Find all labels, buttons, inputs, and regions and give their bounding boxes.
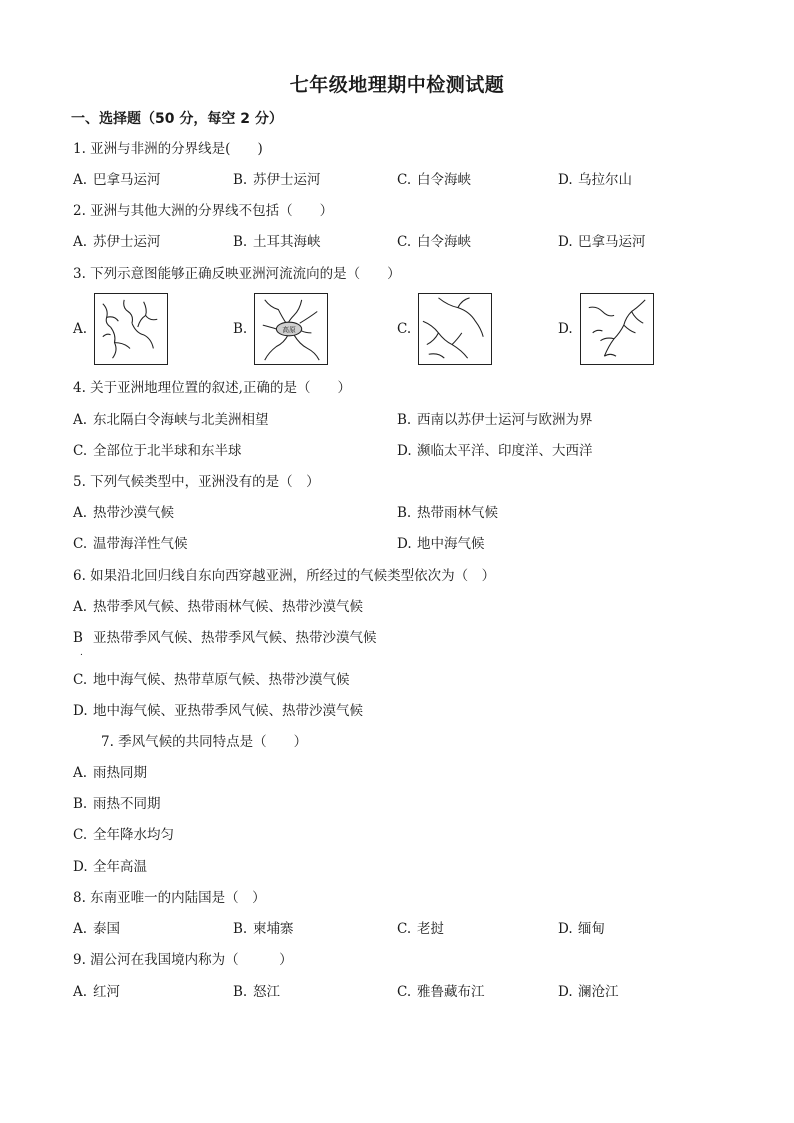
q4-option-c[interactable] — [73, 441, 242, 461]
option-text: 地中海气候 — [417, 536, 485, 552]
option-text: 巴拿马运河 — [578, 234, 646, 250]
option-label: C. — [397, 234, 412, 250]
option-text: 西南以苏伊士运河与欧洲为界 — [417, 412, 593, 428]
q2-option-b[interactable] — [233, 232, 321, 252]
q6-option-d[interactable] — [73, 701, 363, 721]
q2-option-d[interactable] — [558, 232, 646, 252]
question-4-stem: 4. 关于亚洲地理位置的叙述,正确的是（ ） — [73, 380, 351, 396]
question-9-stem: 9. 湄公河在我国境内称为（ ） — [73, 952, 293, 968]
q8-option-b[interactable] — [233, 919, 294, 939]
q8-option-c[interactable] — [397, 919, 444, 939]
option-label: B. — [397, 412, 412, 428]
option-label: A. — [73, 321, 88, 337]
option-text: 东北隔白令海峡与北美洲相望 — [93, 412, 269, 428]
q1-option-d[interactable] — [558, 170, 632, 190]
stray-dot: . — [80, 648, 83, 658]
option-label: C. — [397, 172, 412, 188]
q6-option-c[interactable] — [73, 670, 350, 690]
option-label: D. — [558, 321, 573, 337]
q4-option-b[interactable] — [397, 410, 593, 430]
option-label: A. — [73, 172, 88, 188]
option-label: D. — [558, 172, 573, 188]
option-label: D. — [558, 921, 573, 937]
option-text: 濒临太平洋、印度洋、大西洋 — [417, 443, 593, 459]
option-text: 全年降水均匀 — [93, 827, 174, 843]
option-text: 泰国 — [93, 921, 120, 937]
option-text: 地中海气候、亚热带季风气候、热带沙漠气候 — [93, 703, 363, 719]
plateau-label: 高原 — [282, 325, 296, 334]
q9-option-c[interactable] — [397, 982, 485, 1002]
option-text: 苏伊士运河 — [253, 172, 321, 188]
option-label: D. — [73, 703, 88, 719]
q1-option-c[interactable] — [397, 170, 471, 190]
option-label: C. — [397, 984, 412, 1000]
option-text: 白令海峡 — [417, 234, 471, 250]
option-text: 全部位于北半球和东半球 — [93, 443, 242, 459]
option-text: 红河 — [93, 984, 120, 1000]
q3-option-d[interactable] — [558, 293, 668, 367]
option-text: 白令海峡 — [417, 172, 471, 188]
river-map-a — [94, 293, 168, 365]
option-text: 亚热带季风气候、热带季风气候、热带沙漠气候 — [93, 630, 377, 646]
q7-option-d[interactable] — [73, 857, 147, 877]
q9-option-b[interactable] — [233, 982, 280, 1002]
option-text: 雨热不同期 — [93, 796, 161, 812]
q3-option-b[interactable] — [233, 293, 343, 367]
q7-option-b[interactable] — [73, 794, 161, 814]
q2-option-c[interactable] — [397, 232, 471, 252]
q9-option-a[interactable] — [73, 982, 120, 1002]
question-5-stem: 5. 下列气候类型中，亚洲没有的是（ ） — [73, 474, 320, 490]
option-label: D. — [397, 536, 412, 552]
option-label: B. — [73, 796, 88, 812]
question-8-stem: 8. 东南亚唯一的内陆国是（ ） — [73, 890, 266, 906]
q7-option-a[interactable] — [73, 763, 147, 783]
option-label: A. — [73, 599, 88, 615]
q7-option-c[interactable] — [73, 825, 174, 845]
question-1-stem: 1. 亚洲与非洲的分界线是( ) — [73, 141, 263, 157]
option-label: C. — [73, 827, 88, 843]
q3-option-a[interactable] — [73, 293, 183, 367]
option-label: C. — [397, 321, 412, 337]
q4-option-d[interactable] — [397, 441, 593, 461]
option-label: A. — [73, 505, 88, 521]
river-map-c — [418, 293, 492, 365]
option-label: B. — [233, 172, 248, 188]
option-text: 怒江 — [253, 984, 280, 1000]
option-text: 澜沧江 — [578, 984, 619, 1000]
option-text: 土耳其海峡 — [253, 234, 321, 250]
option-text: 热带沙漠气候 — [93, 505, 174, 521]
option-label: B. — [233, 321, 248, 337]
option-text: 苏伊士运河 — [93, 234, 161, 250]
option-label: A. — [73, 984, 88, 1000]
q1-option-a[interactable] — [73, 170, 161, 190]
option-label: B. — [233, 234, 248, 250]
q1-option-b[interactable] — [233, 170, 321, 190]
option-label: B. — [233, 921, 248, 937]
q9-option-d[interactable] — [558, 982, 619, 1002]
option-text: 地中海气候、热带草原气候、热带沙漠气候 — [93, 672, 350, 688]
option-label: C. — [73, 536, 88, 552]
option-label: C. — [73, 672, 88, 688]
option-label: A. — [73, 234, 88, 250]
option-label: C. — [73, 443, 88, 459]
q3-option-c[interactable] — [397, 293, 507, 367]
q6-option-b[interactable] — [73, 628, 377, 648]
option-label: A. — [73, 412, 88, 428]
q8-option-a[interactable] — [73, 919, 120, 939]
q5-option-d[interactable] — [397, 534, 485, 554]
option-text: 乌拉尔山 — [578, 172, 632, 188]
option-label: C. — [397, 921, 412, 937]
q4-option-a[interactable] — [73, 410, 269, 430]
section-heading: 一、选择题（50 分，每空 2 分） — [71, 111, 283, 127]
question-3-stem: 3. 下列示意图能够正确反映亚洲河流流向的是（ ） — [73, 266, 401, 282]
q8-option-d[interactable] — [558, 919, 605, 939]
option-label: D. — [558, 984, 573, 1000]
option-label: B — [73, 630, 83, 646]
option-text: 热带雨林气候 — [417, 505, 498, 521]
option-label: A. — [73, 921, 88, 937]
river-map-d — [580, 293, 654, 365]
river-map-b — [254, 293, 328, 365]
option-text: 雅鲁藏布江 — [417, 984, 485, 1000]
q2-option-a[interactable] — [73, 232, 161, 252]
option-label: D. — [73, 859, 88, 875]
q5-option-b[interactable] — [397, 503, 498, 523]
option-text: 老挝 — [417, 921, 444, 937]
question-2-stem: 2. 亚洲与其他大洲的分界线不包括（ ） — [73, 203, 334, 219]
option-label: D. — [397, 443, 412, 459]
option-label: D. — [558, 234, 573, 250]
option-text: 缅甸 — [578, 921, 605, 937]
option-text: 雨热同期 — [93, 765, 147, 781]
option-label: A. — [73, 765, 88, 781]
q5-option-c[interactable] — [73, 534, 188, 554]
question-7-stem: 7. 季风气候的共同特点是（ ） — [101, 734, 308, 750]
option-text: 温带海洋性气候 — [93, 536, 188, 552]
q6-option-a[interactable] — [73, 597, 363, 617]
page-title: 七年级地理期中检测试题 — [289, 74, 505, 96]
option-label: B. — [397, 505, 412, 521]
option-text: 热带季风气候、热带雨林气候、热带沙漠气候 — [93, 599, 363, 615]
q5-option-a[interactable] — [73, 503, 174, 523]
question-6-stem: 6. 如果沿北回归线自东向西穿越亚洲，所经过的气候类型依次为（ ） — [73, 568, 496, 584]
option-label: B. — [233, 984, 248, 1000]
option-text: 全年高温 — [93, 859, 147, 875]
option-text: 巴拿马运河 — [93, 172, 161, 188]
option-text: 柬埔寨 — [253, 921, 294, 937]
